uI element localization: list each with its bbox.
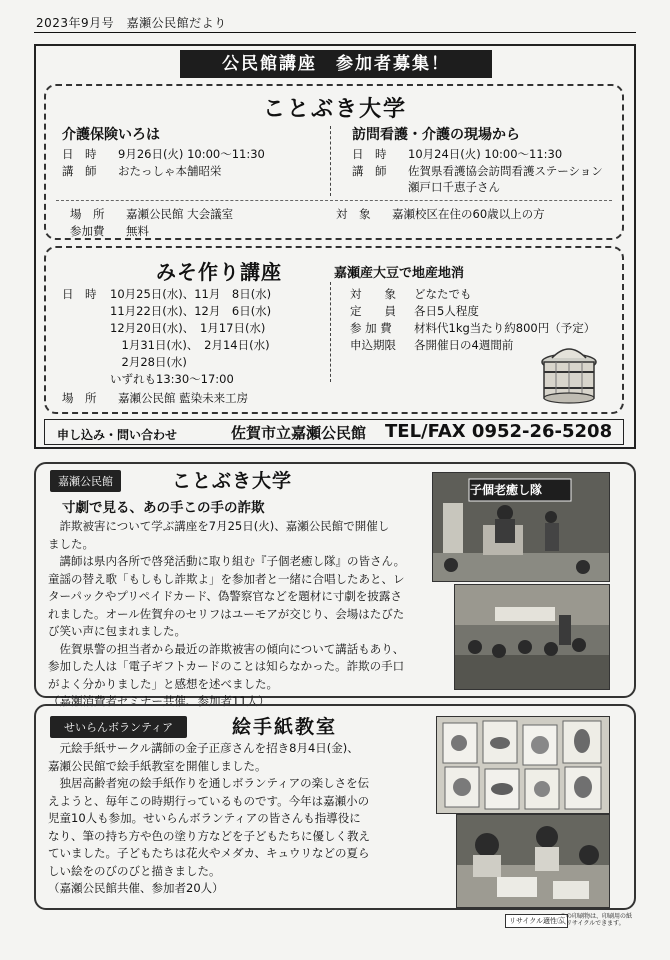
issue-header: 2023年9月号 嘉瀬公民館だより [36,16,227,30]
miso-capacity: 定 員 各日5人程度 [350,304,479,318]
miso-date-2: 11月22日(水)、12月 6日(水) [110,304,272,318]
kotobuki-divider [330,126,331,196]
miso-title: みそ作り講座 [156,260,282,284]
report-kotobuki-subtitle: 寸劇で見る、あの手この手の詐欺 [62,500,265,516]
kotobuki-target: 対 象 嘉瀬校区在住の60歳以上の方 [336,207,545,221]
contact-phone[interactable]: TEL/FAX 0952-26-5208 [385,421,613,442]
photo-lecture-audience [454,584,610,690]
miso-target: 対 象 どなたでも [350,287,472,301]
recycle-note: この印刷物は、印刷用の紙へリサイクルできます。 [560,913,633,927]
kotobuki-left-heading: 介護保険いろは [62,127,160,143]
kotobuki-right-heading: 訪問看護・介護の現場から [352,127,520,143]
kotobuki-right-lecturer: 講 師 佐賀県看護協会訪問看護ステーション [352,164,603,178]
miso-date-1: 10月25日(水)、11月 8日(水) [110,287,272,301]
photo-sign-text: 子個老癒し隊 [470,483,543,497]
contact-bar [44,419,624,445]
kotobuki-fee: 参加費 無料 [70,224,149,238]
kotobuki-right-date: 日 時 10月24日(火) 10:00～11:30 [352,147,563,161]
miso-date-5: 2月28日(水) [110,355,187,369]
report-kotobuki-body: 詐欺被害について学ぶ講座を7月25日(火)、嘉瀬公民館で開催し ました。 講師は県内各所で啓発活動に取り組む『子個老癒し隊』の皆さん。 童謡の替え歌「もしもし詐欺よ」を参加者と一緒に合唱したあと、レ ターパックやプリペイドカード、偽警察官などを題材に寸劇を披露さ れました。オール佐賀弁のセリフはユーモアが交じり、会場はたびた び笑い声に包まれました。 佐賀県警の担当者から最近の詐欺被害の傾向について講話もあり、 参加した人は「電子ギフトカードのことは知らなかった。詐欺の手口 がよく分かりました」と感想を述べました。 （嘉瀬消費者セミナー共催、参加者11人） [48,519,406,708]
kotobuki-title: ことぶき大学 [262,97,407,122]
miso-barrel-icon [532,336,606,408]
miso-place: 場 所 嘉瀬公民館 藍染未来工房 [62,391,249,405]
report-etegami-body: 元絵手紙サークル講師の金子正彦さんを招き8月4日(金)、 嘉瀬公民館で絵手紙教室を開催しました。 独居高齢者宛の絵手紙作りを通しボランティアの楽しさを伝 えようと、毎年この時期行っているものです。今年は嘉瀬小の 児童10人も参加。せいらんボランティアの皆さんも指導役に なり、筆の持ち方や色の塗り方などを子どもたちに優しく教え ていました。子どもたちは花火やメダカ、キュウリなどの夏ら しい絵をのびのびと描きました。 （嘉瀬公民館共催、参加者20人） [48,741,370,895]
miso-divider [330,282,331,382]
kotobuki-left-date: 日 時 9月26日(火) 10:00～11:30 [62,147,265,161]
header-divider [34,32,636,33]
miso-time: いずれも13:30～17:00 [110,372,234,386]
kotobuki-left-lecturer: 講 師 おたっしゃ本舗昭栄 [62,164,222,178]
report-kotobuki-title: ことぶき大学 [172,470,293,492]
report-etegami-title: 絵手紙教室 [232,716,338,738]
photo-children-painting [456,814,610,908]
miso-deadline: 申込期限 各開催日の4週間前 [350,338,514,352]
kotobuki-info-divider [56,200,612,201]
kotobuki-place: 場 所 嘉瀬公民館 大会議室 [70,207,234,221]
report-kotobuki-tag: 嘉瀬公民館 [50,470,121,492]
course-banner: 公民館講座 参加者募集！ [180,50,492,78]
contact-label: 申し込み・問い合わせ [57,428,178,442]
photo-etegami-cards [436,716,610,814]
miso-date-4: 1月31日(水)、 2月14日(水) [110,338,270,352]
miso-date-3: 12月20日(水)、 1月17日(水) [110,321,266,335]
miso-subtitle: 嘉瀬産大豆で地産地消 [334,266,465,281]
recycle-badge: リサイクル適性Ⓐ [505,914,568,928]
miso-date-label: 日 時 [62,287,97,301]
report-etegami-tag: せいらんボランティア [50,716,187,738]
kotobuki-right-lecturer2: 瀬戸口千恵子さん [408,180,500,194]
miso-fee: 参 加 費 材料代1kg当たり約800円（予定） [350,321,596,335]
contact-org: 佐賀市立嘉瀬公民館 [231,424,367,442]
